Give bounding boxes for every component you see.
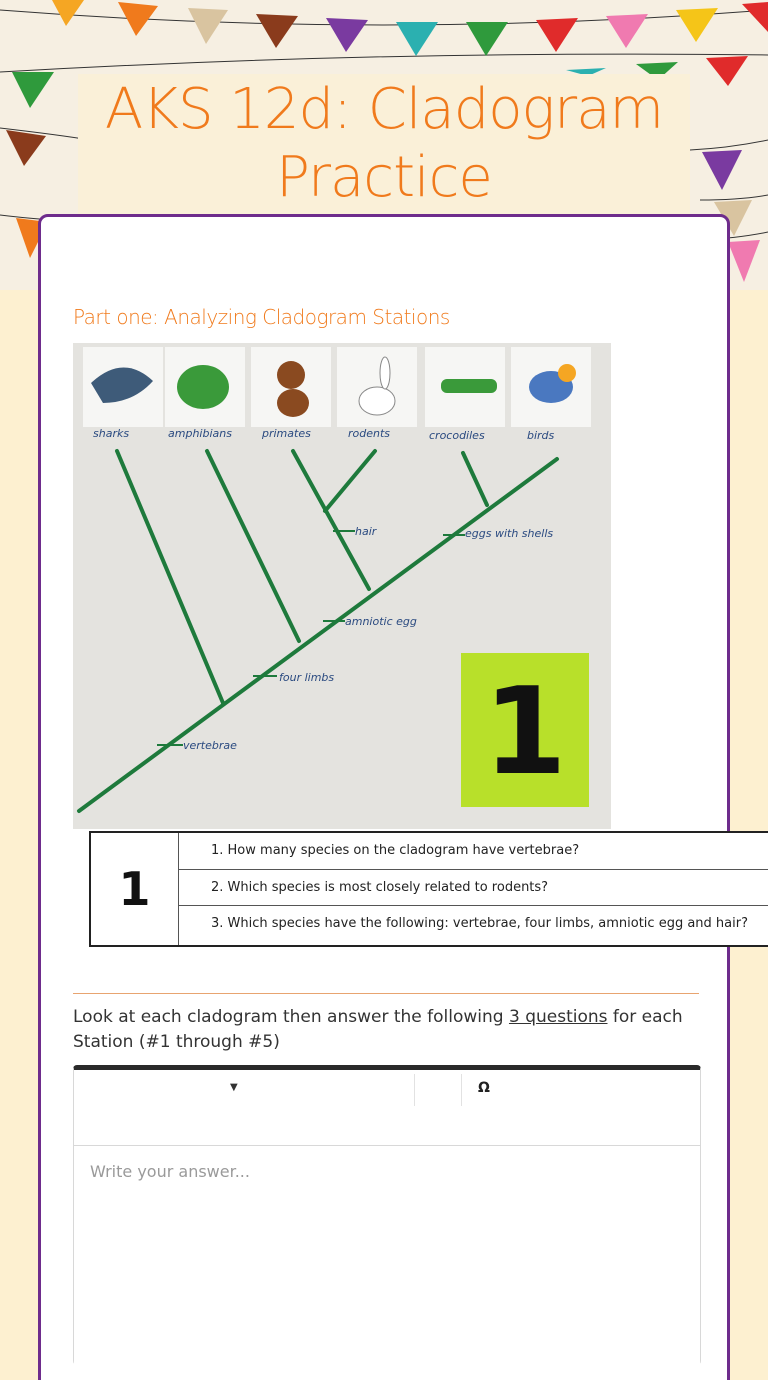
monkey-icon bbox=[277, 361, 305, 389]
trait-hair: hair bbox=[355, 525, 377, 538]
section-title: Part one: Analyzing Cladogram Stations bbox=[73, 305, 450, 329]
label-sharks: sharks bbox=[93, 427, 130, 440]
toolbar-divider bbox=[414, 1074, 415, 1106]
trait-four-limbs: four limbs bbox=[279, 671, 335, 684]
trait-vertebrae: vertebrae bbox=[183, 739, 237, 752]
rabbit-icon bbox=[359, 387, 395, 415]
cladogram-photo bbox=[73, 343, 611, 829]
section-divider bbox=[73, 993, 699, 994]
question-row: 2. Which species is most closely related to rodents? bbox=[179, 869, 768, 905]
question-row: 1. How many species on the cladogram have vertebrae? bbox=[211, 843, 580, 858]
instructions-before: Look at each cladogram then answer the following bbox=[73, 1007, 509, 1027]
label-rodents: rodents bbox=[348, 427, 391, 440]
label-amphibians: amphibians bbox=[168, 427, 232, 440]
trait-eggs-with-shells: eggs with shells bbox=[465, 527, 554, 540]
instructions-text bbox=[73, 1005, 699, 1055]
page-title: AKS 12d: Cladogram Practice bbox=[78, 74, 690, 214]
question-row: 3. Which species have the following: vertebrae, four limbs, amniotic egg and hair? bbox=[179, 905, 768, 941]
label-primates: primates bbox=[262, 427, 311, 440]
editor-toolbar bbox=[74, 1070, 700, 1146]
answer-editor bbox=[73, 1065, 701, 1365]
instructions-link: 3 questions bbox=[508, 1007, 608, 1027]
trait-amniotic-egg: amniotic egg bbox=[345, 615, 417, 628]
station-number: 1 bbox=[483, 663, 567, 802]
question-table bbox=[89, 831, 768, 947]
toolbar-divider bbox=[461, 1074, 462, 1106]
worksheet-card bbox=[38, 214, 748, 1380]
crocodile-icon bbox=[441, 379, 497, 393]
answer-input[interactable] bbox=[74, 1146, 700, 1366]
format-dropdown-chevron-down-icon[interactable]: ▼ bbox=[230, 1082, 238, 1093]
station-number-cell: 1 bbox=[91, 833, 179, 945]
label-birds: birds bbox=[527, 429, 555, 442]
frog-icon bbox=[177, 365, 229, 409]
instructions-after: for each Station (#1 through #5) bbox=[73, 1007, 683, 1052]
label-crocodiles: crocodiles bbox=[429, 429, 485, 442]
special-character-button[interactable]: Ω bbox=[478, 1080, 490, 1096]
